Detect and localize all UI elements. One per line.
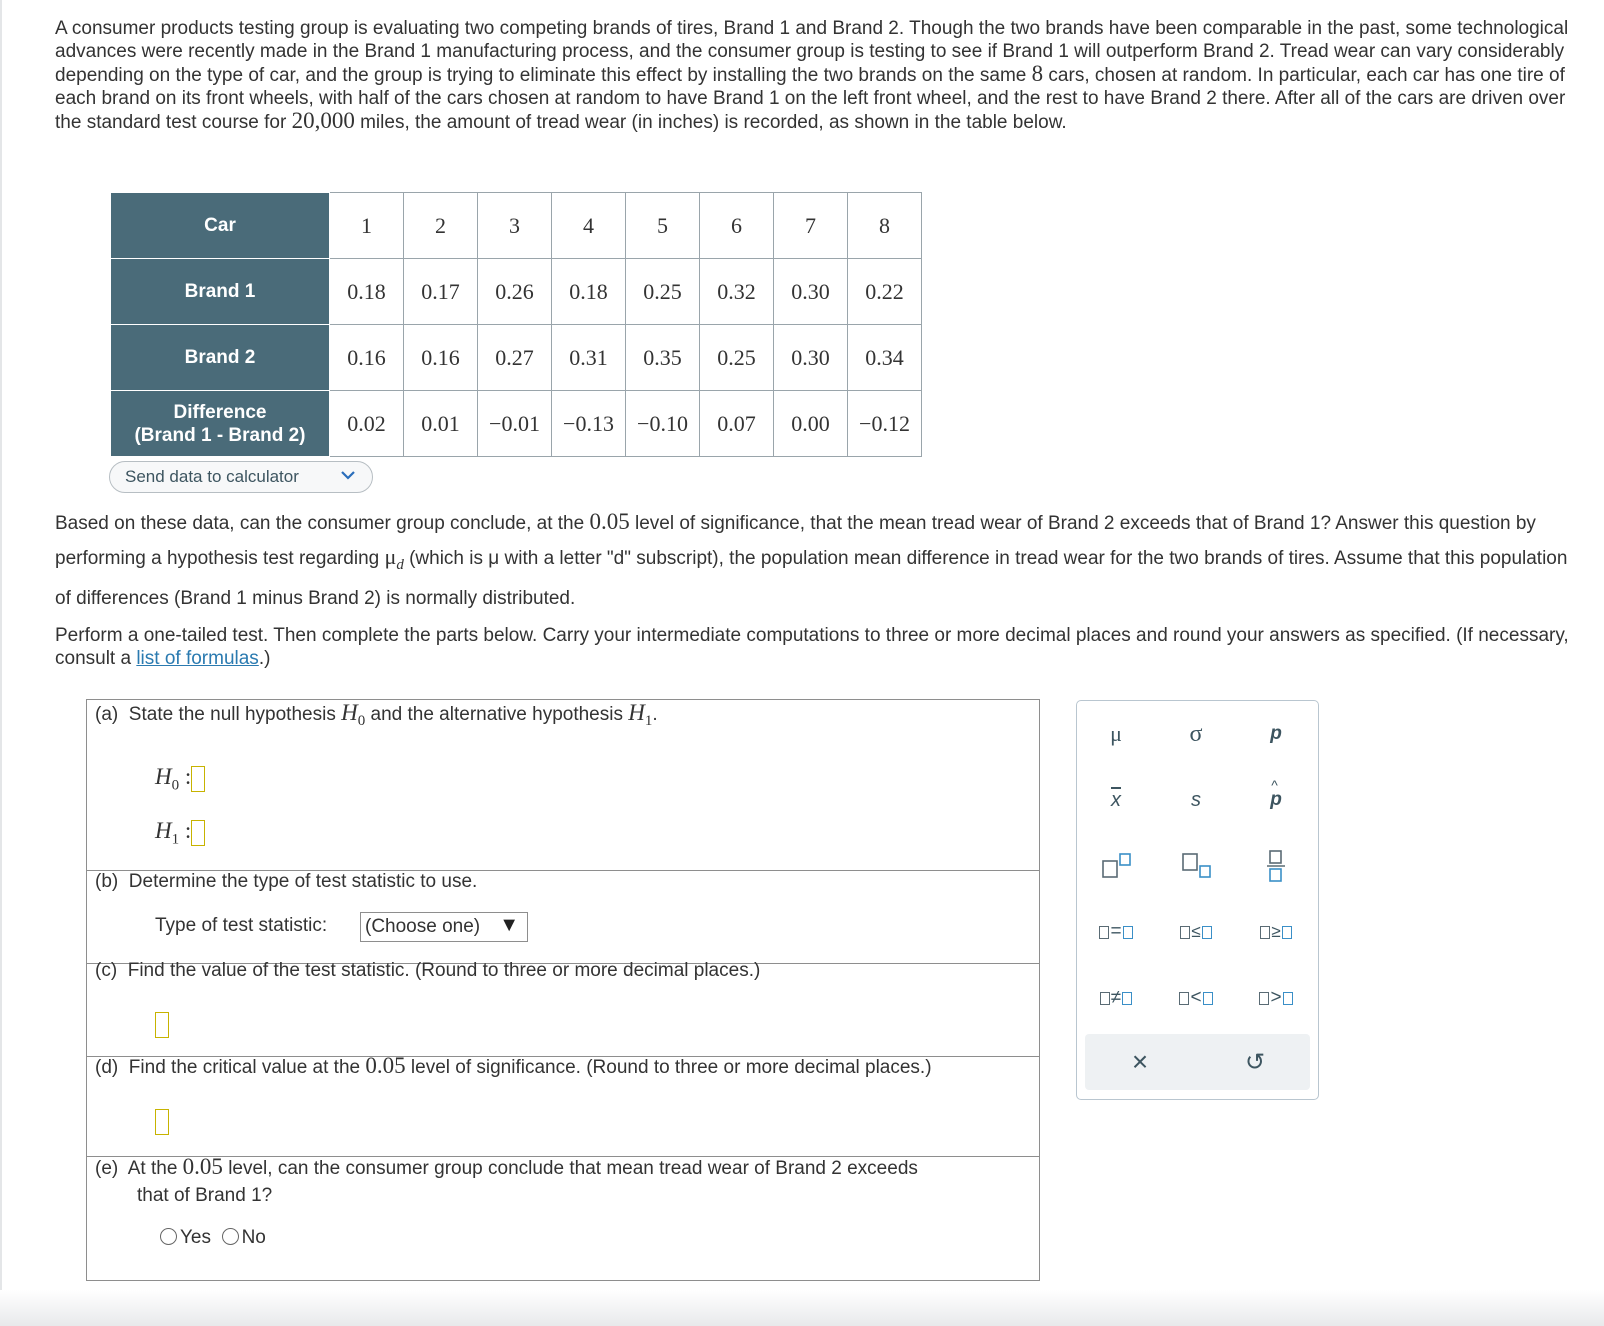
no-option[interactable]: No <box>222 1227 266 1248</box>
sigma-button[interactable]: σ <box>1189 720 1203 747</box>
brand2-cell: 0.25 <box>700 325 774 391</box>
brand1-cell: 0.26 <box>478 259 552 325</box>
brand1-cell: 0.25 <box>626 259 700 325</box>
table-row-difference <box>111 391 922 457</box>
diff-cell: 0.07 <box>700 391 774 457</box>
part-d-prompt: (d) Find the critical value at the 0.05 level of significance. (Round to three or more decimal places.) <box>95 1053 932 1078</box>
diff-label-line2: (Brand 1 - Brand 2) <box>134 424 306 446</box>
diff-cell: 0.01 <box>404 391 478 457</box>
palette-footer <box>1085 1034 1310 1090</box>
left-edge-rule <box>0 0 2 1326</box>
diff-cell: −0.13 <box>552 391 626 457</box>
brand1-cell: 0.22 <box>848 259 922 325</box>
greater-equal-button[interactable]: ≥ <box>1241 912 1311 952</box>
instructions-text: Perform a one-tailed test. Then complete the parts below. Carry your intermediate computations to three or more decimal places and round your answers as specified. (If necessary, consult a list of formulas.) <box>55 625 1569 669</box>
diff-cell: −0.12 <box>848 391 922 457</box>
null-hypothesis-row: $H_0$ : <box>155 764 205 795</box>
bottom-fade <box>0 1290 1604 1326</box>
table-row-car <box>111 193 922 259</box>
part-c-box <box>86 960 1040 1057</box>
part-b-prompt: (b) Determine the type of test statistic to use. <box>95 871 478 892</box>
alt-hypothesis-row: $H_1$ : <box>155 818 205 849</box>
part-a-box <box>86 699 1040 871</box>
alt-hypothesis-input[interactable] <box>191 820 205 846</box>
superscript-button[interactable] <box>1081 846 1151 886</box>
send-data-to-calculator-button[interactable] <box>109 461 373 493</box>
part-e-box <box>86 1156 1040 1281</box>
test-statistic-value-row <box>155 1012 169 1038</box>
car-cell: 7 <box>774 193 848 259</box>
part-c-prompt: (c) Find the value of the test statistic. (Round to three or more decimal places.) <box>95 960 761 981</box>
test-statistic-label: Type of test statistic: <box>155 915 328 936</box>
send-data-label: Send data to calculator <box>125 467 299 486</box>
not-equal-button[interactable]: ≠ <box>1081 978 1151 1018</box>
table-row-brand2 <box>111 325 922 391</box>
xbar-button[interactable]: $\overline{x}$ <box>1111 788 1121 811</box>
s-button[interactable]: s <box>1191 788 1201 811</box>
undo-button[interactable] <box>1220 1042 1290 1082</box>
null-hypothesis-input[interactable] <box>191 766 205 792</box>
car-cell: 8 <box>848 193 922 259</box>
diff-cell: −0.01 <box>478 391 552 457</box>
question-text: Based on these data, can the consumer group conclude, at the 0.05 level of significance, that the mean tread wear of Brand 2 exceeds that of Brand 1? Answer this question by performing a hypothesis test regarding $\mu_d$ (which is μ with a letter "d" subscript), the population mean difference in tread wear for the two brands of tires. Assume that this population of differences (Brand 1 minus Brand 2) is normally distributed. <box>55 509 1568 609</box>
tread-wear-table <box>110 192 922 457</box>
diff-cell: 0.00 <box>774 391 848 457</box>
part-a-prompt: (a) State the null hypothesis $H_0$ and the alternative hypothesis $H_1$. <box>95 700 658 729</box>
yes-option[interactable]: Yes <box>160 1227 211 1248</box>
part-d-box <box>86 1053 1040 1157</box>
less-than-button[interactable]: < <box>1161 978 1231 1018</box>
brand1-cell: 0.30 <box>774 259 848 325</box>
row-header-brand2: Brand 2 <box>111 325 330 391</box>
close-icon: × <box>1131 1046 1149 1077</box>
subscript-button[interactable] <box>1161 846 1231 886</box>
car-cell: 6 <box>700 193 774 259</box>
diff-cell: 0.02 <box>330 391 404 457</box>
brand2-cell: 0.35 <box>626 325 700 391</box>
phat-button[interactable]: p ^ <box>1270 777 1282 810</box>
fraction-button[interactable] <box>1241 846 1311 886</box>
car-cell: 4 <box>552 193 626 259</box>
undo-icon: ↺ <box>1244 1048 1266 1076</box>
less-equal-button[interactable]: ≤ <box>1161 912 1231 952</box>
car-cell: 5 <box>626 193 700 259</box>
mu-button[interactable]: μ <box>1110 721 1122 746</box>
row-header-difference <box>111 391 330 457</box>
list-of-formulas-link[interactable]: list of formulas <box>136 647 259 669</box>
brand2-cell: 0.27 <box>478 325 552 391</box>
brand1-cell: 0.32 <box>700 259 774 325</box>
symbol-palette <box>1076 700 1319 1100</box>
diff-cell: −0.10 <box>626 391 700 457</box>
test-statistic-input[interactable] <box>155 1012 169 1038</box>
no-radio[interactable] <box>222 1228 239 1245</box>
brand1-cell: 0.17 <box>404 259 478 325</box>
brand2-cell: 0.16 <box>404 325 478 391</box>
select-value: (Choose one) <box>365 916 481 937</box>
chevron-down-icon <box>340 466 356 489</box>
car-cell: 3 <box>478 193 552 259</box>
diff-label-line1: Difference <box>173 401 267 423</box>
part-b-box <box>86 870 1040 964</box>
critical-value-row <box>155 1109 169 1135</box>
car-cell: 2 <box>404 193 478 259</box>
yes-radio[interactable] <box>160 1228 177 1245</box>
greater-than-button[interactable]: > <box>1241 978 1311 1018</box>
brand1-cell: 0.18 <box>552 259 626 325</box>
clear-button[interactable] <box>1105 1042 1175 1082</box>
brand2-cell: 0.34 <box>848 325 922 391</box>
brand1-cell: 0.18 <box>330 259 404 325</box>
part-e-prompt: (e) At the 0.05 level, can the consumer group conclude that mean tread wear of Brand 2 exceeds that of Brand 1? <box>95 1154 918 1206</box>
row-header-car: Car <box>111 193 330 259</box>
dropdown-triangle-icon: ▼ <box>499 914 519 936</box>
p-button[interactable]: p <box>1270 723 1282 744</box>
car-cell: 1 <box>330 193 404 259</box>
brand2-cell: 0.31 <box>552 325 626 391</box>
test-statistic-select[interactable] <box>360 912 528 942</box>
table-row-brand1 <box>111 259 922 325</box>
brand2-cell: 0.16 <box>330 325 404 391</box>
critical-value-input[interactable] <box>155 1109 169 1135</box>
problem-intro: A consumer products testing group is evaluating two competing brands of tires, Brand 1 and Brand 2. Though the two brands have been comparable in the past, some technological advances were recently made in the Brand 1 manufacturing process, and the consumer group is testing to see if Brand 1 will outperform Brand 2. Tread wear can vary considerably depending on the type of car, and the group is trying to eliminate this effect by installing the two brands on the same 8 cars, chosen at random. In particular, each car has one tire of each brand on its front wheels, with half of the cars chosen at random to have Brand 1 on the left front wheel, and the rest to have Brand 2 there. After all of the cars are driven over the standard test course for 20,000 miles, the amount of tread wear (in inches) is recorded, as shown in the table below. <box>55 18 1569 133</box>
conclusion-options <box>160 1227 266 1249</box>
brand2-cell: 0.30 <box>774 325 848 391</box>
equals-button[interactable]: = <box>1081 912 1151 952</box>
row-header-brand1: Brand 1 <box>111 259 330 325</box>
